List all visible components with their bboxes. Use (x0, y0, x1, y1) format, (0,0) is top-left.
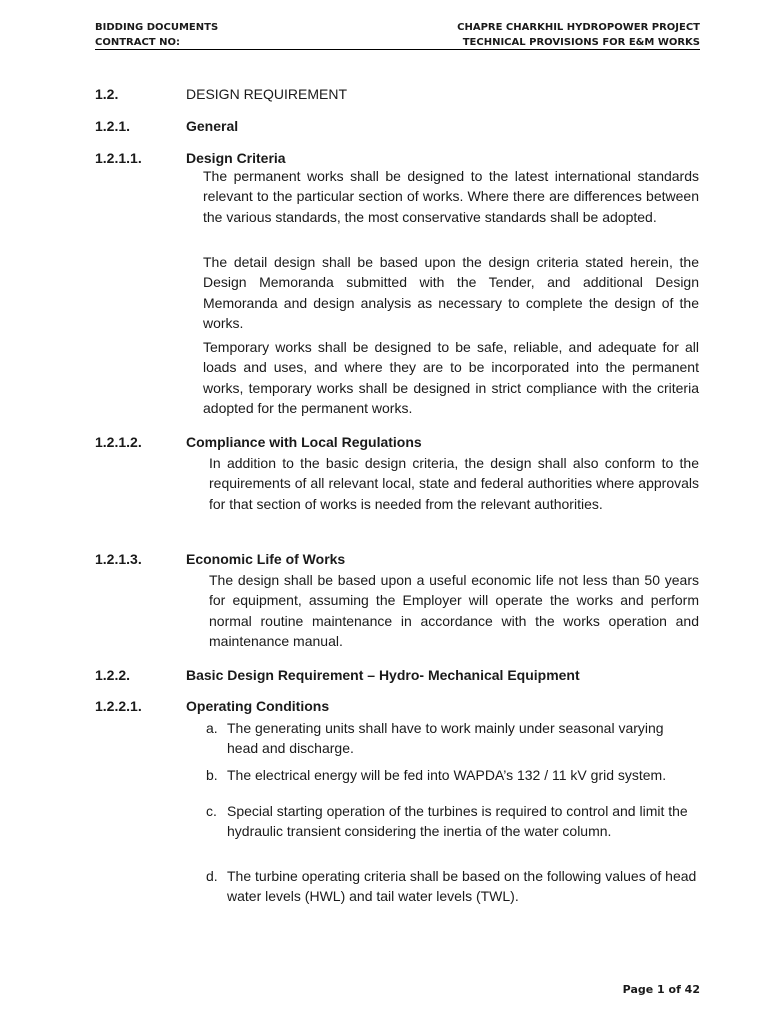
section-title: Basic Design Requirement – Hydro- Mechanical Equipment (186, 667, 580, 683)
header-bidding-documents: BIDDING DOCUMENTS (95, 22, 219, 33)
section-title: Compliance with Local Regulations (186, 434, 422, 450)
section-title: General (186, 118, 239, 134)
section-title: DESIGN REQUIREMENT (186, 86, 348, 102)
header-project-name: CHAPRE CHARKHIL HYDROPOWER PROJECT (457, 22, 700, 33)
header-contract-no: CONTRACT NO: (95, 37, 180, 48)
section-number: 1.2.2.1. (95, 698, 142, 714)
section-number: 1.2.1.1. (95, 150, 142, 166)
list-marker: d. (206, 868, 218, 884)
paragraph: The detail design shall be based upon the design criteria stated herein, the Design Memoranda submitted with the Tender, and additional Design Memoranda and design analysis as necessary to complete the design of the works. (203, 254, 699, 332)
header-left (95, 20, 218, 50)
section-number: 1.2.1.2. (95, 434, 142, 450)
list-text: The turbine operating criteria shall be based on the following values of head water levels (HWL) and tail water levels (TWL). (227, 868, 697, 905)
list-marker: a. (206, 720, 218, 736)
section-number: 1.2.1. (95, 118, 131, 134)
list-text: Special starting operation of the turbines is required to control and limit the hydraulic transient considering the inertia of the water column. (227, 803, 688, 840)
header-right (457, 20, 700, 50)
list-text: The electrical energy will be fed into WAPDA’s 132 / 11 kV grid system. (227, 767, 667, 783)
section-number: 1.2.2. (95, 667, 131, 683)
page-header (95, 17, 700, 50)
list-marker: c. (206, 803, 217, 819)
section-number: 1.2. (95, 86, 119, 102)
section-number: 1.2.1.3. (95, 551, 142, 567)
section-title: Design Criteria (186, 150, 286, 166)
list-text: The generating units shall have to work mainly under seasonal varying head and discharge. (227, 720, 664, 757)
section-title: Operating Conditions (186, 698, 330, 714)
list-marker: b. (206, 767, 218, 783)
paragraph: In addition to the basic design criteria, the design shall also conform to the requirements of all relevant local, state and federal authorities where approvals for that section of works is needed from the relevant authorities. (209, 455, 699, 512)
section-title: Economic Life of Works (186, 551, 346, 567)
paragraph: The design shall be based upon a useful economic life not less than 50 years for equipment, assuming the Employer will operate the works and perform normal routine maintenance in accordance with the works operation and maintenance manual. (209, 572, 699, 650)
header-technical-provisions: TECHNICAL PROVISIONS FOR E&M WORKS (462, 37, 700, 48)
page-number: Page 1 of 42 (622, 983, 700, 996)
paragraph: Temporary works shall be designed to be safe, reliable, and adequate for all loads and uses, and where they are to be incorporated into the permanent works, temporary works shall be designed in strict compliance with the criteria adopted for the permanent works. (203, 339, 699, 417)
paragraph: The permanent works shall be designed to the latest international standards relevant to the particular section of works. Where there are differences between the various standards, the most conservative standards shall be adopted. (203, 168, 699, 225)
